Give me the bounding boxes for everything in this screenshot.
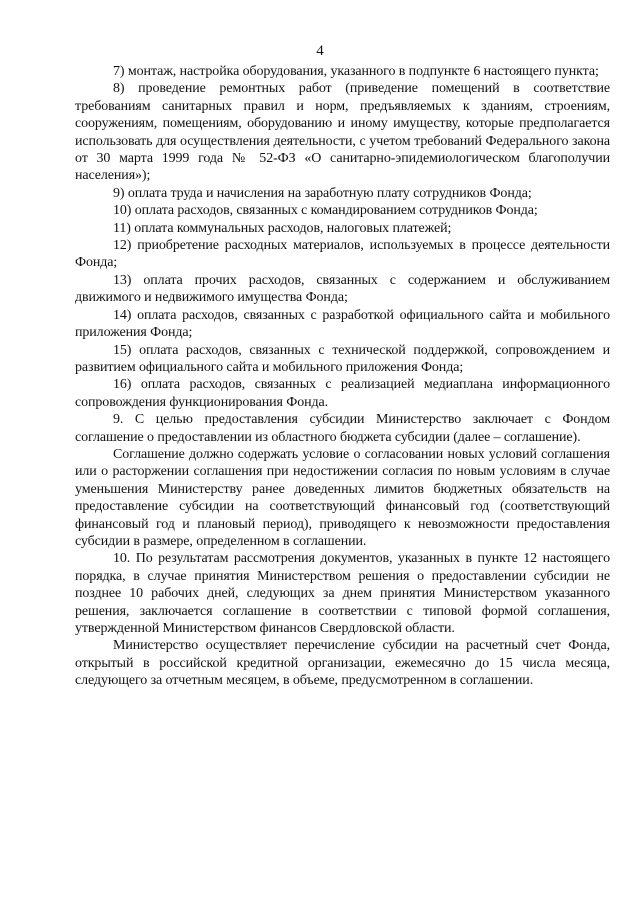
- clause-10: 10. По результатам рассмотрения документов, указанных в пункте 12 настоящего порядка, в случае принятия Министерством решения о предоставлении субсидии не позднее 10 рабочих дней, следующих за днем принятия Министерством указанного решения, заключается соглашение в соответствии с типовой формой соглашения, утвержденной Министерством финансов Свердловской области.: [75, 551, 610, 636]
- paragraph-item-13: 13) оплата прочих расходов, связанных с содержанием и обслуживанием движимого и недвижимого имущества Фонда;: [75, 272, 610, 306]
- paragraph-item-16: 16) оплата расходов, связанных с реализацией медиаплана информационного сопровождения функционирования Фонда.: [75, 377, 610, 410]
- paragraph-item-9: 9) оплата труда и начисления на заработную плату сотрудников Фонда;: [113, 185, 532, 201]
- paragraph-item-10: 10) оплата расходов, связанных с командированием сотрудников Фонда;: [113, 203, 538, 219]
- clause-9: 9. С целью предоставления субсидии Министерство заключает с Фондом соглашение о предоставлении из областного бюджета субсидии (далее – соглашение).: [75, 412, 610, 445]
- paragraph-item-11: 11) оплата коммунальных расходов, налоговых платежей;: [113, 220, 452, 236]
- document-body: [75, 63, 610, 690]
- paragraph-item-8: 8) проведение ремонтных работ (приведение помещений в соответствие требованиям санитарных правил и норм, предъявляемых к зданиям, строениям, сооружениям, помещениям, оборудованию и иному имуществу, которые предполагается использовать для осуществления деятельности, с учетом требований Федерального закона от 30 марта 1999 года № 52-ФЗ «О санитарно-эпидемиологическом благополучии населения»);: [75, 81, 610, 184]
- clause-9-agreement-terms: Соглашение должно содержать условие о согласовании новых условий соглашения или о расторжении соглашения при недостижении согласия по новым условиям в случае уменьшения Министерству ранее доведенных лимитов бюджетных обязательств на предоставление субсидии на соответствующий финансовый год (соответствующий финансовый год и плановый период), приводящего к невозможности предоставления субсидии в размере, определенном в соглашении.: [75, 446, 610, 549]
- paragraph-item-12: 12) приобретение расходных материалов, используемых в процессе деятельности Фонда;: [75, 238, 610, 271]
- clause-10-transfer-terms: Министерство осуществляет перечисление субсидии на расчетный счет Фонда, открытый в российской кредитной организации, ежемесячно до 15 числа месяца, следующего за отчетным месяцем, в объеме, предусмотренном в соглашении.: [75, 638, 610, 689]
- paragraph-item-14: 14) оплата расходов, связанных с разработкой официального сайта и мобильного приложения Фонда;: [75, 307, 610, 341]
- page-number: 4: [316, 43, 324, 59]
- paragraph-item-7: 7) монтаж, настройка оборудования, указанного в подпункте 6 настоящего пункта;: [113, 64, 599, 79]
- paragraph-item-15: 15) оплата расходов, связанных с технической поддержкой, сопровождением и развитием официального сайта и мобильного приложения Фонда;: [75, 342, 610, 375]
